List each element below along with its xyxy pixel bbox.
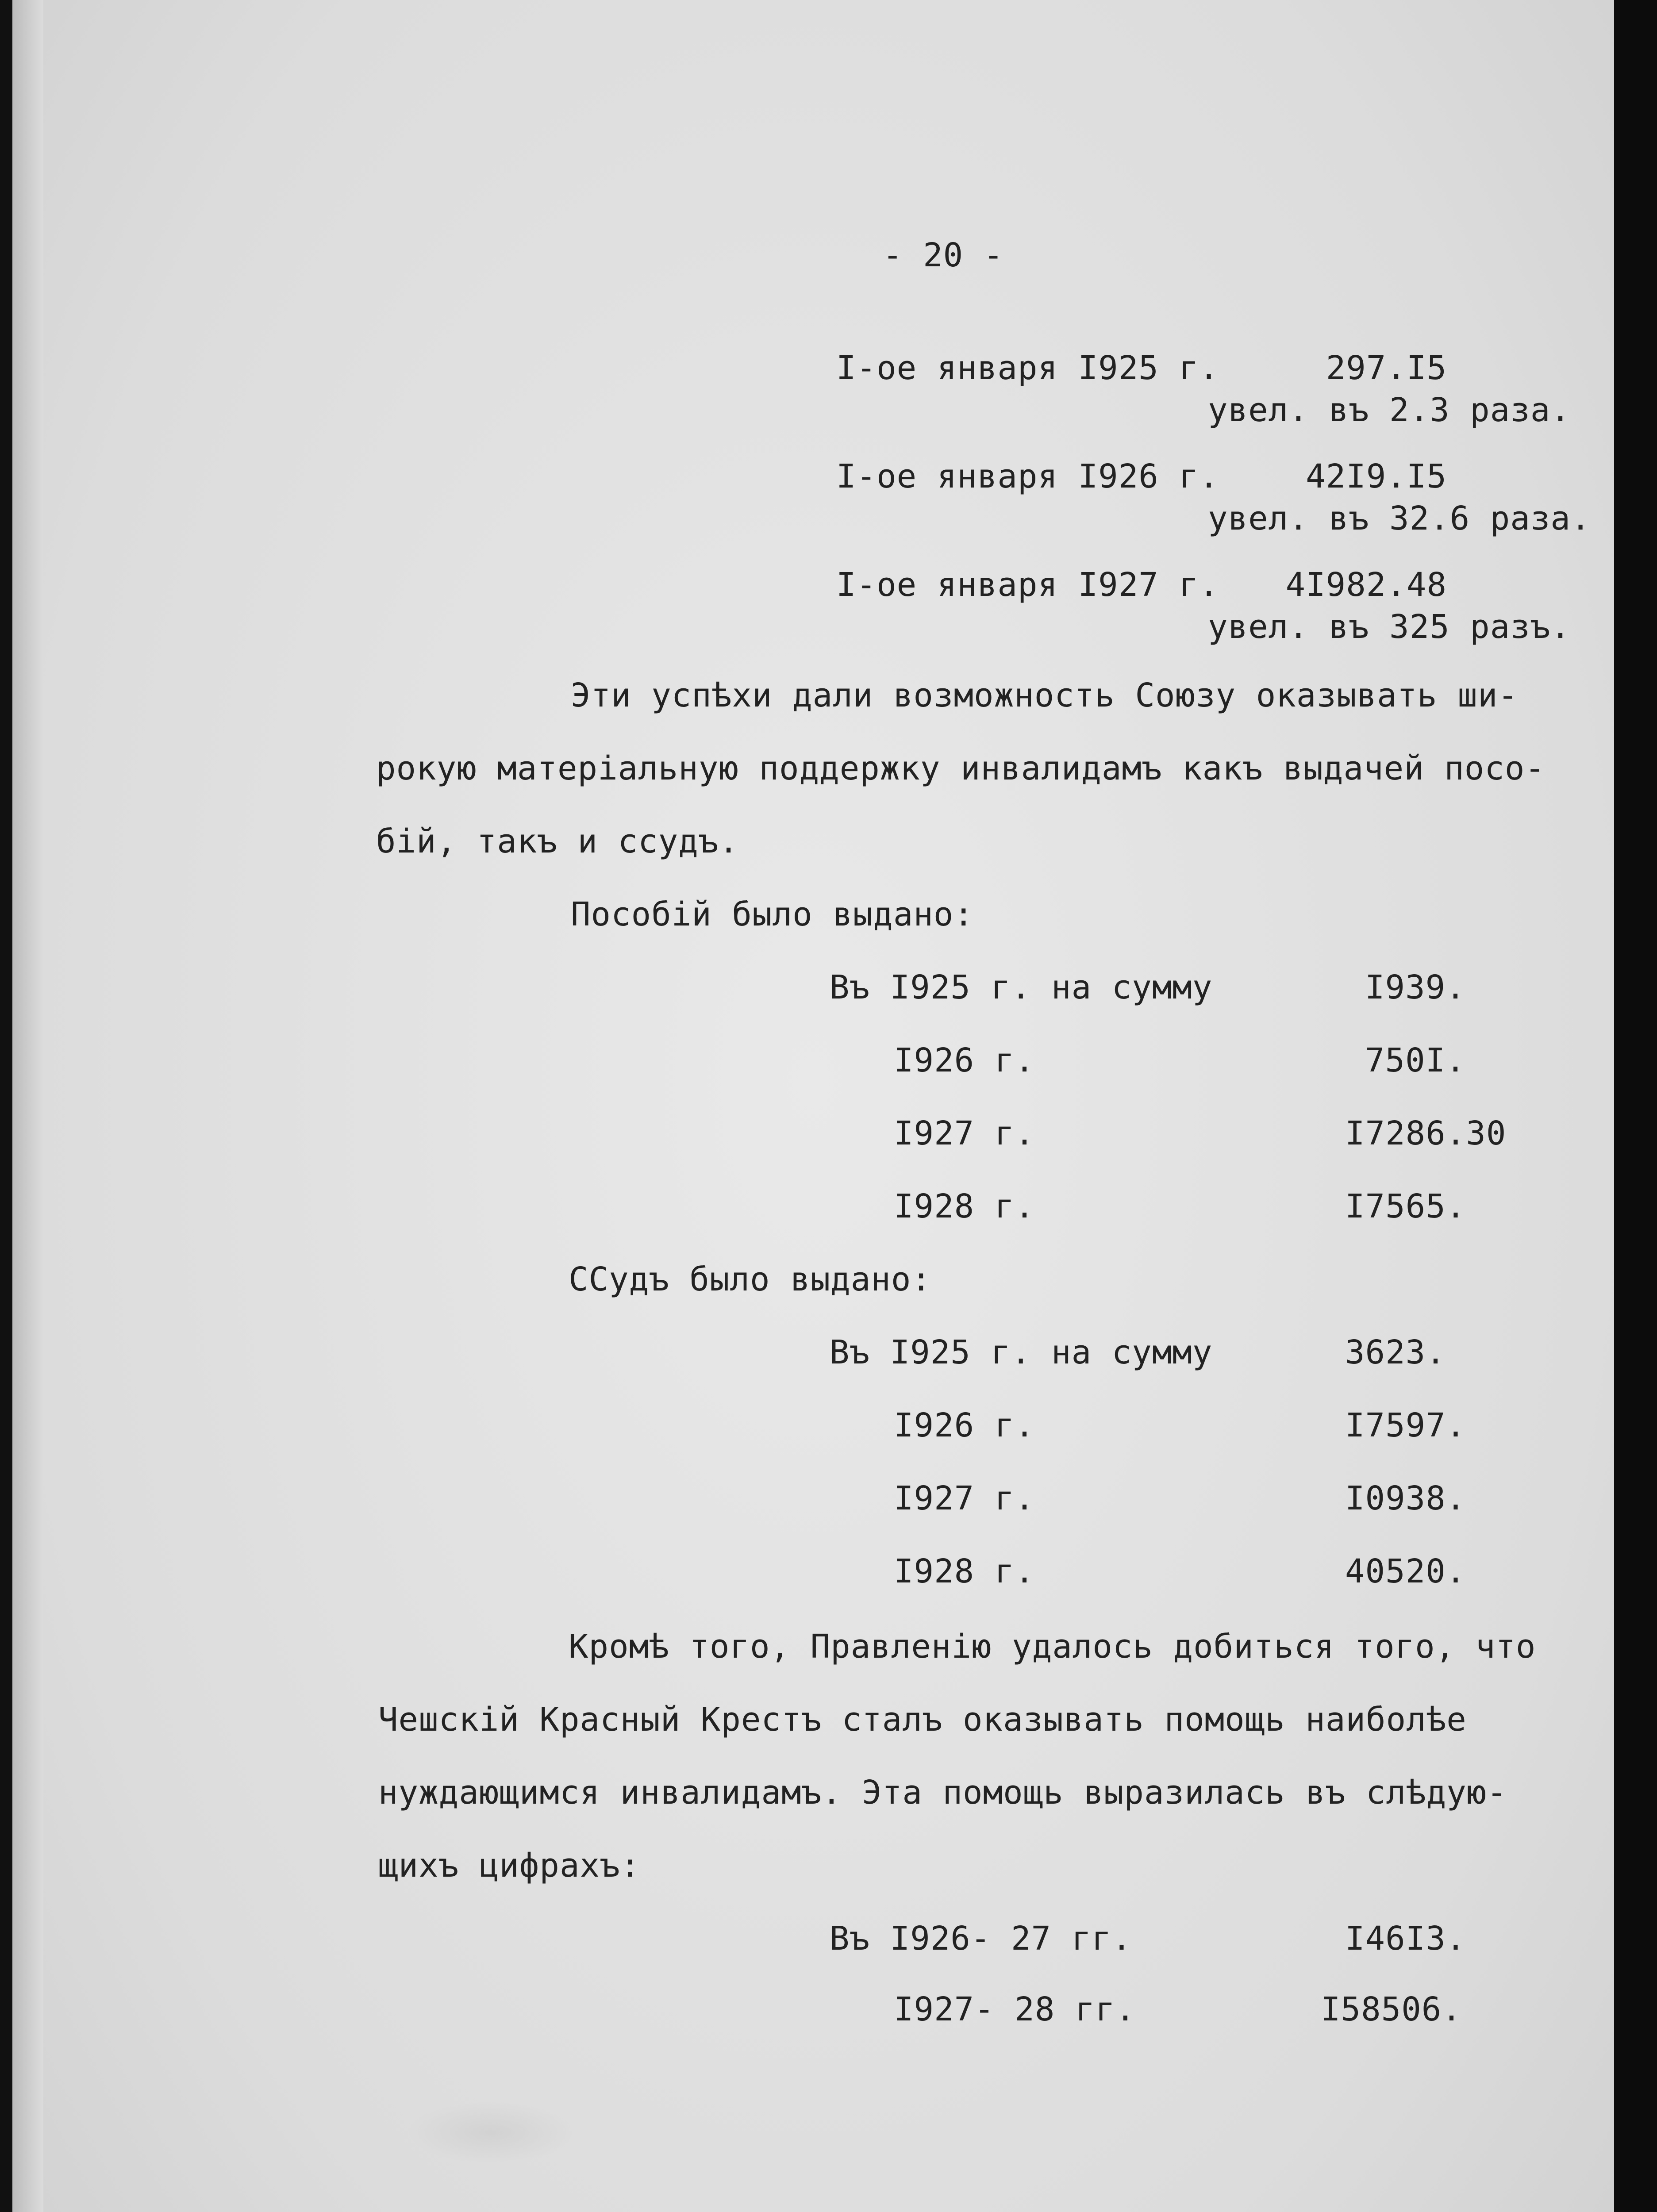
page-left-edge-shadow (12, 0, 43, 2212)
loans-row-label: Въ I925 г. на сумму (830, 1333, 1213, 1371)
benefits-heading: Пособій было выдано: (571, 895, 974, 933)
growth-date: I-ое января I925 г. (836, 349, 1219, 387)
paragraph-line: Чешскій Красный Крестъ сталъ оказывать помощь наиболѣе (378, 1701, 1467, 1739)
growth-date: I-ое января I926 г. (836, 457, 1219, 495)
page-number: - 20 - (883, 236, 1004, 274)
red-cross-row-label: Въ I926- 27 гг. (830, 1920, 1132, 1958)
paragraph-line: Кромѣ того, Правленію удалось добиться того, что (569, 1628, 1536, 1666)
loans-row-label: I926 г. (894, 1406, 1035, 1444)
growth-amount: 4I982.48 (1285, 566, 1447, 604)
growth-note: увел. въ 2.3 раза. (1208, 391, 1571, 429)
benefits-row-label: I927 г. (894, 1114, 1035, 1152)
loans-row-amount: I7597. (1345, 1406, 1466, 1444)
benefits-row-label: I926 г. (894, 1041, 1035, 1079)
paragraph-line: Эти успѣхи дали возможность Союзу оказывать ши- (571, 676, 1518, 714)
benefits-row-amount: I939. (1365, 968, 1466, 1006)
loans-row-amount: I0938. (1345, 1479, 1466, 1517)
paragraph-line: рокую матеріальную поддержку инвалидамъ какъ выдачей посо- (376, 749, 1546, 787)
loans-row-amount: 3623. (1345, 1333, 1446, 1371)
growth-note: увел. въ 325 разъ. (1208, 608, 1571, 646)
paragraph-line: щихъ цифрахъ: (378, 1847, 641, 1885)
typewritten-page (12, 0, 1614, 2212)
growth-amount: 297.I5 (1326, 349, 1447, 387)
benefits-row-amount: I7286.30 (1345, 1114, 1507, 1152)
paragraph-line: нуждающимся инвалидамъ. Эта помощь выразилась въ слѣдую- (378, 1774, 1507, 1812)
growth-amount: 42I9.I5 (1306, 457, 1447, 495)
red-cross-row-amount: I58506. (1321, 1990, 1462, 2028)
faint-stamp-bleed (407, 2101, 575, 2163)
benefits-row-label: I928 г. (894, 1187, 1035, 1225)
benefits-row-label: Въ I925 г. на сумму (830, 968, 1213, 1006)
growth-date: I-ое января I927 г. (836, 566, 1219, 604)
page-right-edge-shadow (1614, 0, 1657, 2212)
growth-note: увел. въ 32.6 раза. (1208, 499, 1591, 538)
loans-row-label: I927 г. (894, 1479, 1035, 1517)
benefits-row-amount: I7565. (1345, 1187, 1466, 1225)
red-cross-row-label: I927- 28 гг. (894, 1990, 1136, 2028)
loans-row-label: I928 г. (894, 1552, 1035, 1590)
loans-heading: ССудъ было выдано: (569, 1260, 931, 1298)
benefits-row-amount: 750I. (1365, 1041, 1466, 1079)
red-cross-row-amount: I46I3. (1345, 1920, 1466, 1958)
loans-row-amount: 40520. (1345, 1552, 1466, 1590)
paragraph-line: бій, такъ и ссудъ. (376, 822, 739, 860)
